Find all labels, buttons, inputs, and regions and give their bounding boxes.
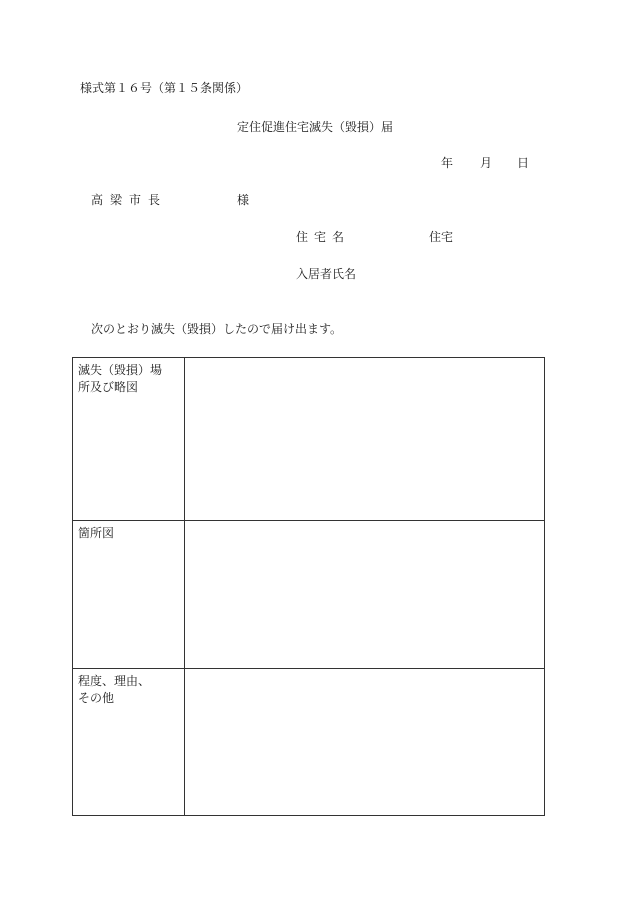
- location-field[interactable]: [185, 358, 545, 521]
- body-statement: 次のとおり滅失（毀損）したので届け出ます。: [91, 322, 343, 336]
- table-row: [73, 521, 545, 669]
- date-year-label: 年: [441, 156, 454, 170]
- date-day-label: 日: [517, 156, 530, 170]
- form-number: 様式第１６号（第１５条関係）: [80, 81, 249, 95]
- spot-diagram-field[interactable]: [185, 521, 545, 669]
- document-title: 定住促進住宅滅失（毀損）届: [236, 120, 393, 134]
- house-name-label: 住宅名: [296, 230, 351, 244]
- table-row: [73, 358, 545, 521]
- spot-diagram-label: 箇所図: [73, 521, 185, 669]
- table-row: [73, 669, 545, 816]
- details-label: 程度、理由、 その他: [73, 669, 185, 816]
- location-label: 滅失（毀損）場 所及び略図: [73, 358, 185, 521]
- details-field[interactable]: [185, 669, 545, 816]
- addressee-honorific: 様: [237, 193, 250, 207]
- date-month-label: 月: [480, 156, 493, 170]
- resident-name-label: 入居者氏名: [296, 267, 357, 281]
- addressee-name: 高梁市長: [91, 193, 168, 207]
- house-name-suffix: 住宅: [429, 230, 454, 244]
- report-table: [72, 357, 545, 816]
